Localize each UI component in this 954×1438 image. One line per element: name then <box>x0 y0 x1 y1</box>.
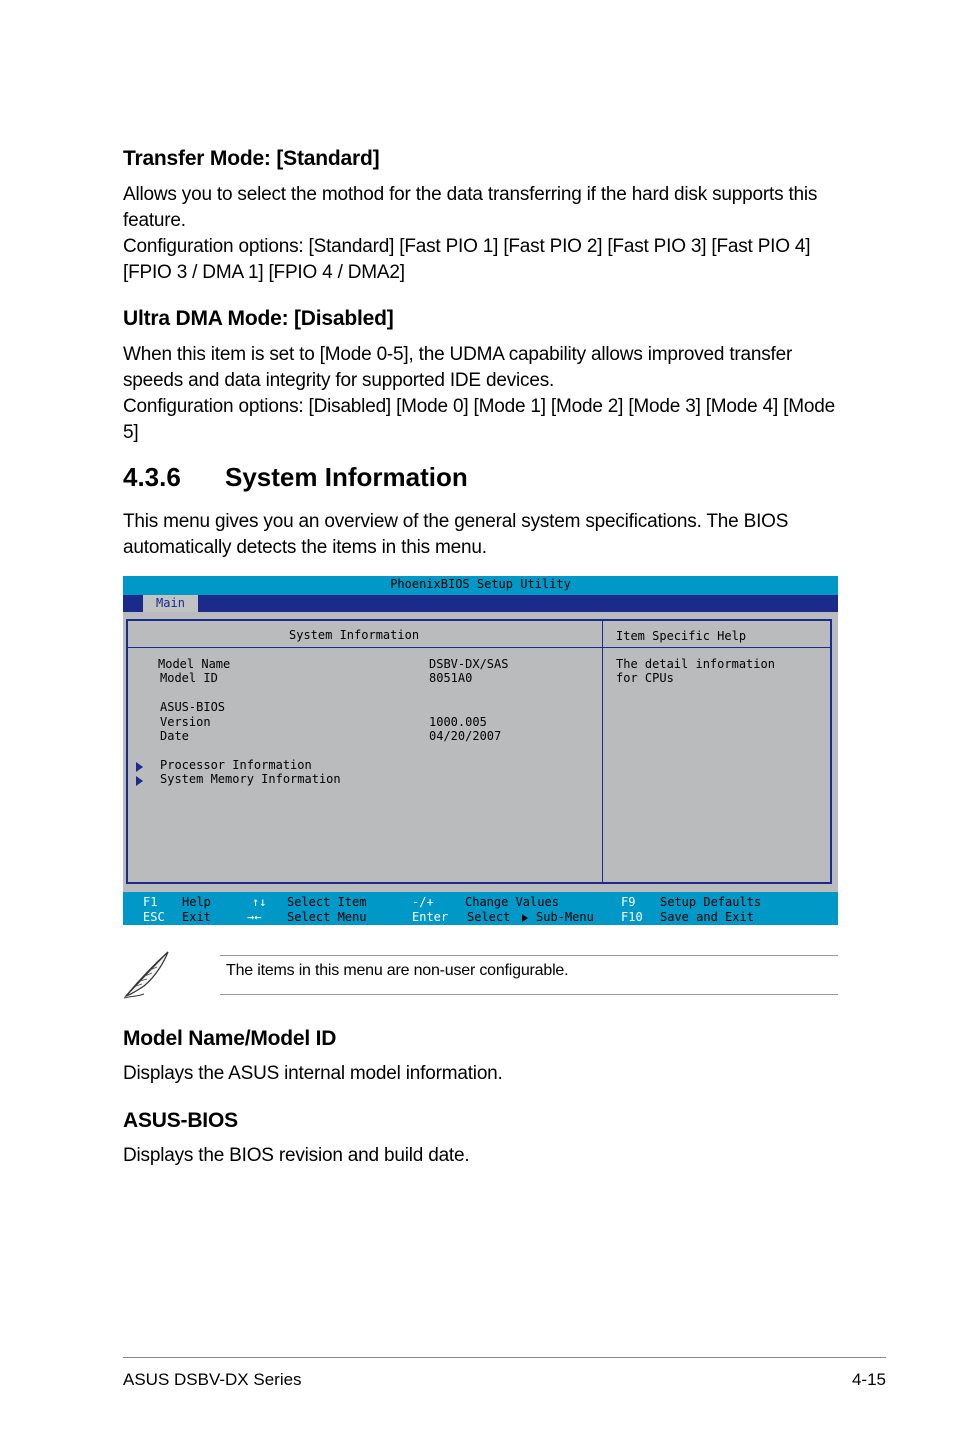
key-enter-desc: Select <box>467 910 511 924</box>
bios-version-value: 1000.005 <box>429 715 487 729</box>
bios-right-header: Item Specific Help <box>616 629 747 643</box>
key-leftright: →← <box>247 910 262 924</box>
footer-product: ASUS DSBV-DX Series <box>123 1370 302 1389</box>
bios-help-line-2: for CPUs <box>616 671 674 685</box>
note-feather-icon <box>122 948 174 1000</box>
key-f1: F1 <box>143 895 158 909</box>
key-updown: ↑↓ <box>252 895 267 909</box>
bios-date-label: Date <box>160 729 189 743</box>
key-plusminus-desc: Change Values <box>465 895 559 909</box>
key-enter-desc-2: Sub-Menu <box>536 910 594 924</box>
asus-bios-heading: ASUS-BIOS <box>123 1109 238 1132</box>
note-text: The items in this menu are non-user configurable. <box>226 962 569 979</box>
asus-bios-desc: Displays the BIOS revision and build date. <box>123 1145 470 1166</box>
section-number: 4.3.6 <box>123 462 181 492</box>
bios-asus-bios-label: ASUS-BIOS <box>160 700 226 714</box>
system-info-desc <box>123 509 848 561</box>
key-f9-desc: Setup Defaults <box>660 895 762 909</box>
footer-rule <box>123 1357 886 1358</box>
ultra-dma-heading: Ultra DMA Mode: [Disabled] <box>123 307 394 330</box>
key-f10-desc: Save and Exit <box>660 910 754 924</box>
bios-memory-info[interactable]: System Memory Information <box>160 772 341 786</box>
bios-model-name-value: DSBV-DX/SAS <box>429 657 509 671</box>
submenu-arrow-icon <box>136 776 143 786</box>
key-f10: F10 <box>621 910 643 924</box>
key-enter: Enter <box>412 910 449 924</box>
bios-model-id-label: Model ID <box>160 671 218 685</box>
transfer-mode-options: Configuration options: [Standard] [Fast PIO 1] [Fast PIO 2] [Fast PIO 3] [Fast PIO 4] [FPIO 3 / DMA 1] [FPIO 4 / DMA2] <box>123 236 811 283</box>
bios-date-value: 04/20/2007 <box>429 729 502 743</box>
note-bottom-rule <box>220 994 838 995</box>
model-name-text <box>123 1061 848 1087</box>
submenu-arrow-icon <box>136 762 143 772</box>
submenu-arrow-icon <box>522 914 528 922</box>
bios-divider-h <box>128 647 830 648</box>
transfer-mode-heading: Transfer Mode: [Standard] <box>123 147 380 170</box>
bios-key-legend <box>123 892 838 925</box>
system-info-desc-text: This menu gives you an overview of the general system specifications. The BIOS automatically detects the items in this menu. <box>123 511 789 558</box>
footer-page-number: 4-15 <box>851 1370 886 1389</box>
bios-left-header: System Information <box>289 628 420 642</box>
ultra-dma-text <box>123 342 848 446</box>
ultra-dma-options: Configuration options: [Disabled] [Mode 0] [Mode 1] [Mode 2] [Mode 3] [Mode 4] [Mode 5] <box>123 396 835 443</box>
section-heading <box>123 462 468 493</box>
key-plusminus: -/+ <box>412 895 434 909</box>
bios-version-label: Version <box>160 715 211 729</box>
key-esc-desc: Exit <box>182 910 211 924</box>
bios-screen <box>123 576 838 925</box>
asus-bios-text <box>123 1143 848 1169</box>
bios-model-id-value: 8051A0 <box>429 671 473 685</box>
model-name-desc: Displays the ASUS internal model information. <box>123 1063 503 1084</box>
bios-tab-main[interactable]: Main <box>143 595 198 612</box>
bios-processor-info[interactable]: Processor Information <box>160 758 312 772</box>
transfer-mode-text <box>123 182 848 286</box>
note-top-rule <box>220 955 838 956</box>
bios-divider-v <box>602 621 603 882</box>
ultra-dma-desc: When this item is set to [Mode 0-5], the UDMA capability allows improved transfer speeds and data integrity for supported IDE devices. <box>123 344 793 391</box>
transfer-mode-desc: Allows you to select the mothod for the data transferring if the hard disk supports this feature. <box>123 184 818 231</box>
bios-model-name-label: Model Name <box>158 657 231 671</box>
bios-menubar <box>123 595 838 612</box>
key-f1-desc: Help <box>182 895 211 909</box>
model-name-heading: Model Name/Model ID <box>123 1027 337 1050</box>
section-title: System Information <box>225 462 468 492</box>
key-esc: ESC <box>143 910 165 924</box>
key-updown-desc: Select Item <box>287 895 367 909</box>
bios-title: PhoenixBIOS Setup Utility <box>123 576 838 595</box>
key-leftright-desc: Select Menu <box>287 910 367 924</box>
bios-help-line-1: The detail information <box>616 657 775 671</box>
key-f9: F9 <box>621 895 636 909</box>
